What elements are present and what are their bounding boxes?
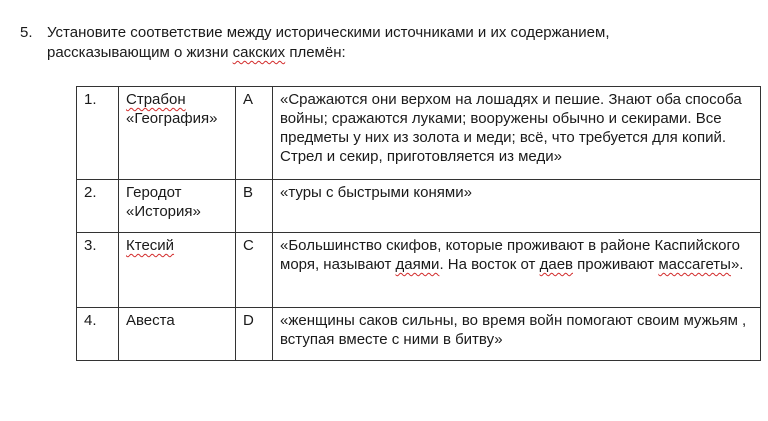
source-cell <box>119 308 236 361</box>
quote-part: . На восток от <box>439 256 540 273</box>
spellcheck-flagged-word: массагеты <box>658 256 731 273</box>
source-cell <box>119 180 236 233</box>
task-prompt <box>47 23 747 63</box>
source-author: Страбон <box>126 91 186 108</box>
quote-part: «Большинство скифов, которые проживают в районе Каспийского моря, называют <box>280 237 740 273</box>
task-number: 5. <box>20 24 33 41</box>
row-number: 2. <box>77 180 119 233</box>
source-author: Ктесий <box>126 237 175 254</box>
table-row <box>77 180 761 233</box>
task-prompt-line-2-suffix: племён: <box>285 44 346 61</box>
row-number: 1. <box>77 87 119 180</box>
content-quote: «женщины саков сильны, во время войн помогают своим мужьям , вступая вместе с ними в битву» <box>273 308 761 361</box>
matching-table <box>76 86 761 361</box>
spellcheck-flagged-word: сакских <box>232 44 286 61</box>
table-row <box>77 308 761 361</box>
source-author: Геродот <box>126 184 182 201</box>
content-quote <box>273 233 761 308</box>
task-prompt-line-1: Установите соответствие между историческими источниками и их содержанием, <box>47 24 610 41</box>
row-number: 4. <box>77 308 119 361</box>
source-cell <box>119 233 236 308</box>
source-author: Авеста <box>126 312 175 329</box>
quote-part: проживают <box>573 256 659 273</box>
quote-part: ». <box>730 256 744 273</box>
row-number: 3. <box>77 233 119 308</box>
content-letter: C <box>236 233 273 308</box>
spellcheck-flagged-word: даев <box>539 256 573 273</box>
task-prompt-line-2-prefix: рассказывающим о жизни <box>47 44 233 61</box>
content-letter: D <box>236 308 273 361</box>
content-quote: «Сражаются они верхом на лошадях и пешие. Знают оба способа войны; сражаются луками; вооружены обычно и секирами. Все предметы у них из золота и меди; всё, что требуется для копий. Стрел и секир, приготовляется из меди» <box>273 87 761 180</box>
source-cell <box>119 87 236 180</box>
content-quote: «туры с быстрыми конями» <box>273 180 761 233</box>
source-work: «История» <box>126 203 201 220</box>
content-letter: B <box>236 180 273 233</box>
spellcheck-flagged-word: даями <box>395 256 440 273</box>
table-row <box>77 87 761 180</box>
content-letter: A <box>236 87 273 180</box>
task-prompt-line-2 <box>47 43 747 63</box>
table-row <box>77 233 761 308</box>
source-work: «География» <box>126 110 218 127</box>
